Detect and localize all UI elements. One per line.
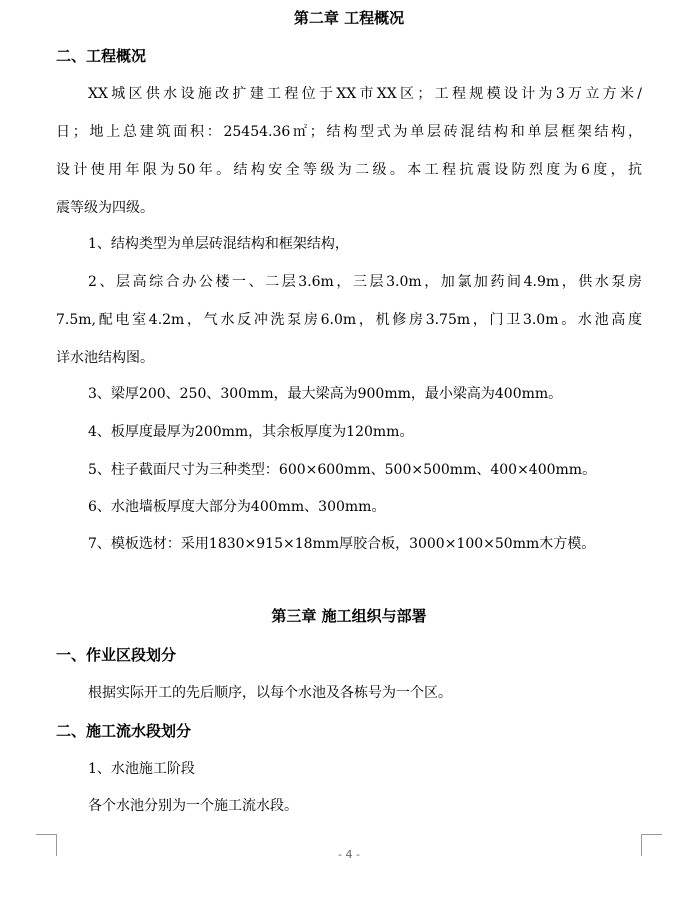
list-item-3: 3、梁厚200、250、300mm，最大梁高为900mm，最小梁高为400mm。 — [88, 386, 563, 402]
paragraph-line: 设计使用年限为50年。结构安全等级为二级。本工程抗震设防烈度为6度，抗 — [56, 162, 642, 178]
paragraph-line: 根据实际开工的先后顺序，以每个水池及各栋号为一个区。 — [88, 685, 452, 701]
list-item-7: 7、模板选材：采用1830×915×18mm厚胶合板，3000×100×50mm木方模。 — [88, 536, 596, 552]
list-item-4: 4、板厚度最厚为200mm，其余板厚度为120mm。 — [88, 424, 414, 440]
list-item-2-line: 2、层高综合办公楼一、二层3.6m，三层3.0m，加氯加药间4.9m，供水泵房 — [88, 274, 642, 290]
section-heading-flow-sections: 二、施工流水段划分 — [56, 722, 192, 740]
list-item-2-line: 7.5m,配电室4.2m，气水反冲洗泵房6.0m，机修房3.75m，门卫3.0m。水池高度 — [56, 312, 642, 328]
page-number: - 4 - — [338, 848, 360, 861]
list-item-1: 1、结构类型为单层砖混结构和框架结构， — [88, 236, 349, 252]
list-item-2-line: 详水池结构图。 — [56, 350, 154, 366]
chapter-3-title: 第三章 施工组织与部署 — [271, 607, 427, 625]
chapter-2-title: 第二章 工程概况 — [293, 9, 405, 27]
list-item-6: 6、水池墙板厚度大部分为400mm、300mm。 — [88, 499, 386, 515]
section-heading-project-overview: 二、工程概况 — [56, 47, 147, 65]
list-item-5: 5、柱子截面尺寸为三种类型：600×600mm、500×500mm、400×400mm。 — [88, 462, 597, 478]
section-heading-work-zones: 一、作业区段划分 — [56, 646, 177, 664]
paragraph-line: 各个水池分别为一个施工流水段。 — [88, 798, 298, 814]
paragraph-line: 日；地上总建筑面积：25454.36㎡；结构型式为单层砖混结构和单层框架结构， — [56, 124, 642, 140]
crop-mark-right-horizontal — [642, 834, 662, 835]
paragraph-line: XX城区供水设施改扩建工程位于XX市XX区；工程规模设计为3万立方米/ — [88, 86, 642, 102]
paragraph-line: 震等级为四级。 — [56, 200, 154, 216]
crop-mark-left-horizontal — [36, 834, 56, 835]
list-item-1: 1、水池施工阶段 — [88, 761, 195, 777]
